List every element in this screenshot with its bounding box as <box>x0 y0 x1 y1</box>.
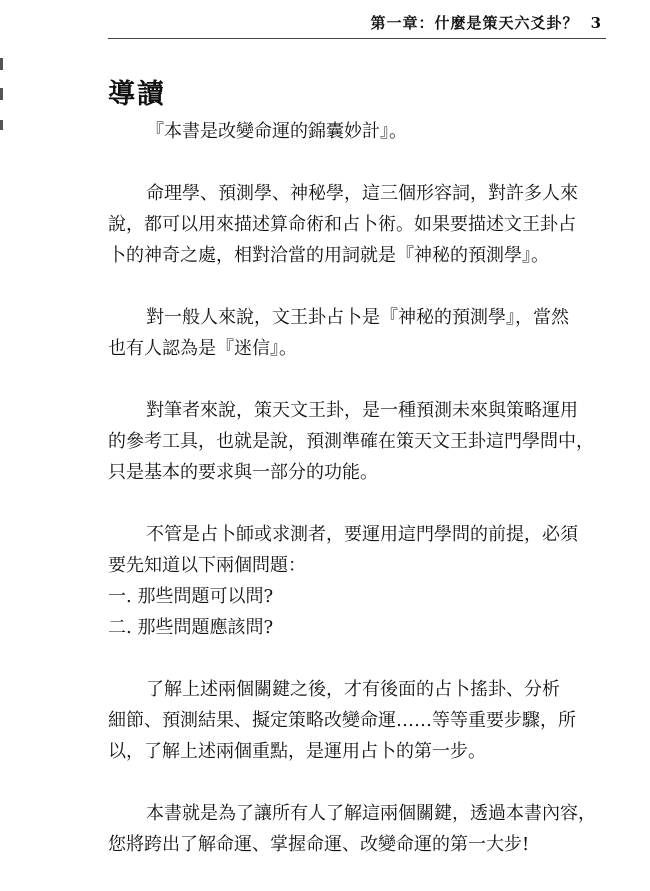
text-line: 細節、預測結果、擬定策略改變命運……等等重要步驟，所 <box>108 710 576 731</box>
page-number: 3 <box>590 14 602 32</box>
header-rule <box>108 38 606 39</box>
paragraph <box>108 395 608 488</box>
paragraph <box>108 674 608 767</box>
paragraph <box>108 302 608 364</box>
list-item: 二. 那些問題應該問? <box>108 617 274 638</box>
chapter-title: 第一章：什麼是策天六爻卦？ <box>370 14 579 32</box>
text-line: 只是基本的要求與一部分的功能。 <box>108 462 378 483</box>
text-line: 卜的神奇之處，相對洽當的用詞就是『神秘的預測學』。 <box>108 245 549 266</box>
paragraph <box>108 798 608 860</box>
text-line: 本書就是為了讓所有人了解這兩個關鍵，透過本書內容， <box>146 803 596 824</box>
text-line: 要先知道以下兩個問題： <box>108 555 306 576</box>
text-line: 對一般人來說，文王卦占卜是『神秘的預測學』，當然 <box>146 307 569 328</box>
section-title: 導讀 <box>108 79 166 110</box>
text-line: 對筆者來說，策天文王卦，是一種預測未來與策略運用 <box>146 400 578 421</box>
paragraph <box>108 178 608 271</box>
text-line: 以，了解上述兩個重點，是運用占卜的第一步。 <box>108 741 486 762</box>
paragraph <box>108 519 608 643</box>
text-line: 的參考工具，也就是說，預測準確在策天文王卦這門學問中， <box>108 431 594 452</box>
text-line: 也有人認為是『迷信』。 <box>108 338 297 359</box>
body-text <box>108 116 608 891</box>
text-line: 說，都可以用來描述算命術和占卜術。如果要描述文王卦占 <box>108 214 576 235</box>
text-line: 『本書是改變命運的錦囊妙計』。 <box>146 121 407 142</box>
left-edge-mark <box>0 58 3 70</box>
text-line: 不管是占卜師或求測者，要運用這門學問的前提，必須 <box>146 524 578 545</box>
list-item: 一. 那些問題可以問? <box>108 586 274 607</box>
left-edge-mark <box>0 88 3 100</box>
text-line: 命理學、預測學、神秘學，這三個形容詞，對許多人來 <box>146 183 578 204</box>
left-edge-mark <box>0 120 3 130</box>
running-header <box>371 12 602 33</box>
paragraph <box>108 116 608 147</box>
text-line: 了解上述兩個關鍵之後，才有後面的占卜搖卦、分析 <box>146 679 560 700</box>
text-line: 您將跨出了解命運、掌握命運、改變命運的第一大步! <box>108 834 530 855</box>
